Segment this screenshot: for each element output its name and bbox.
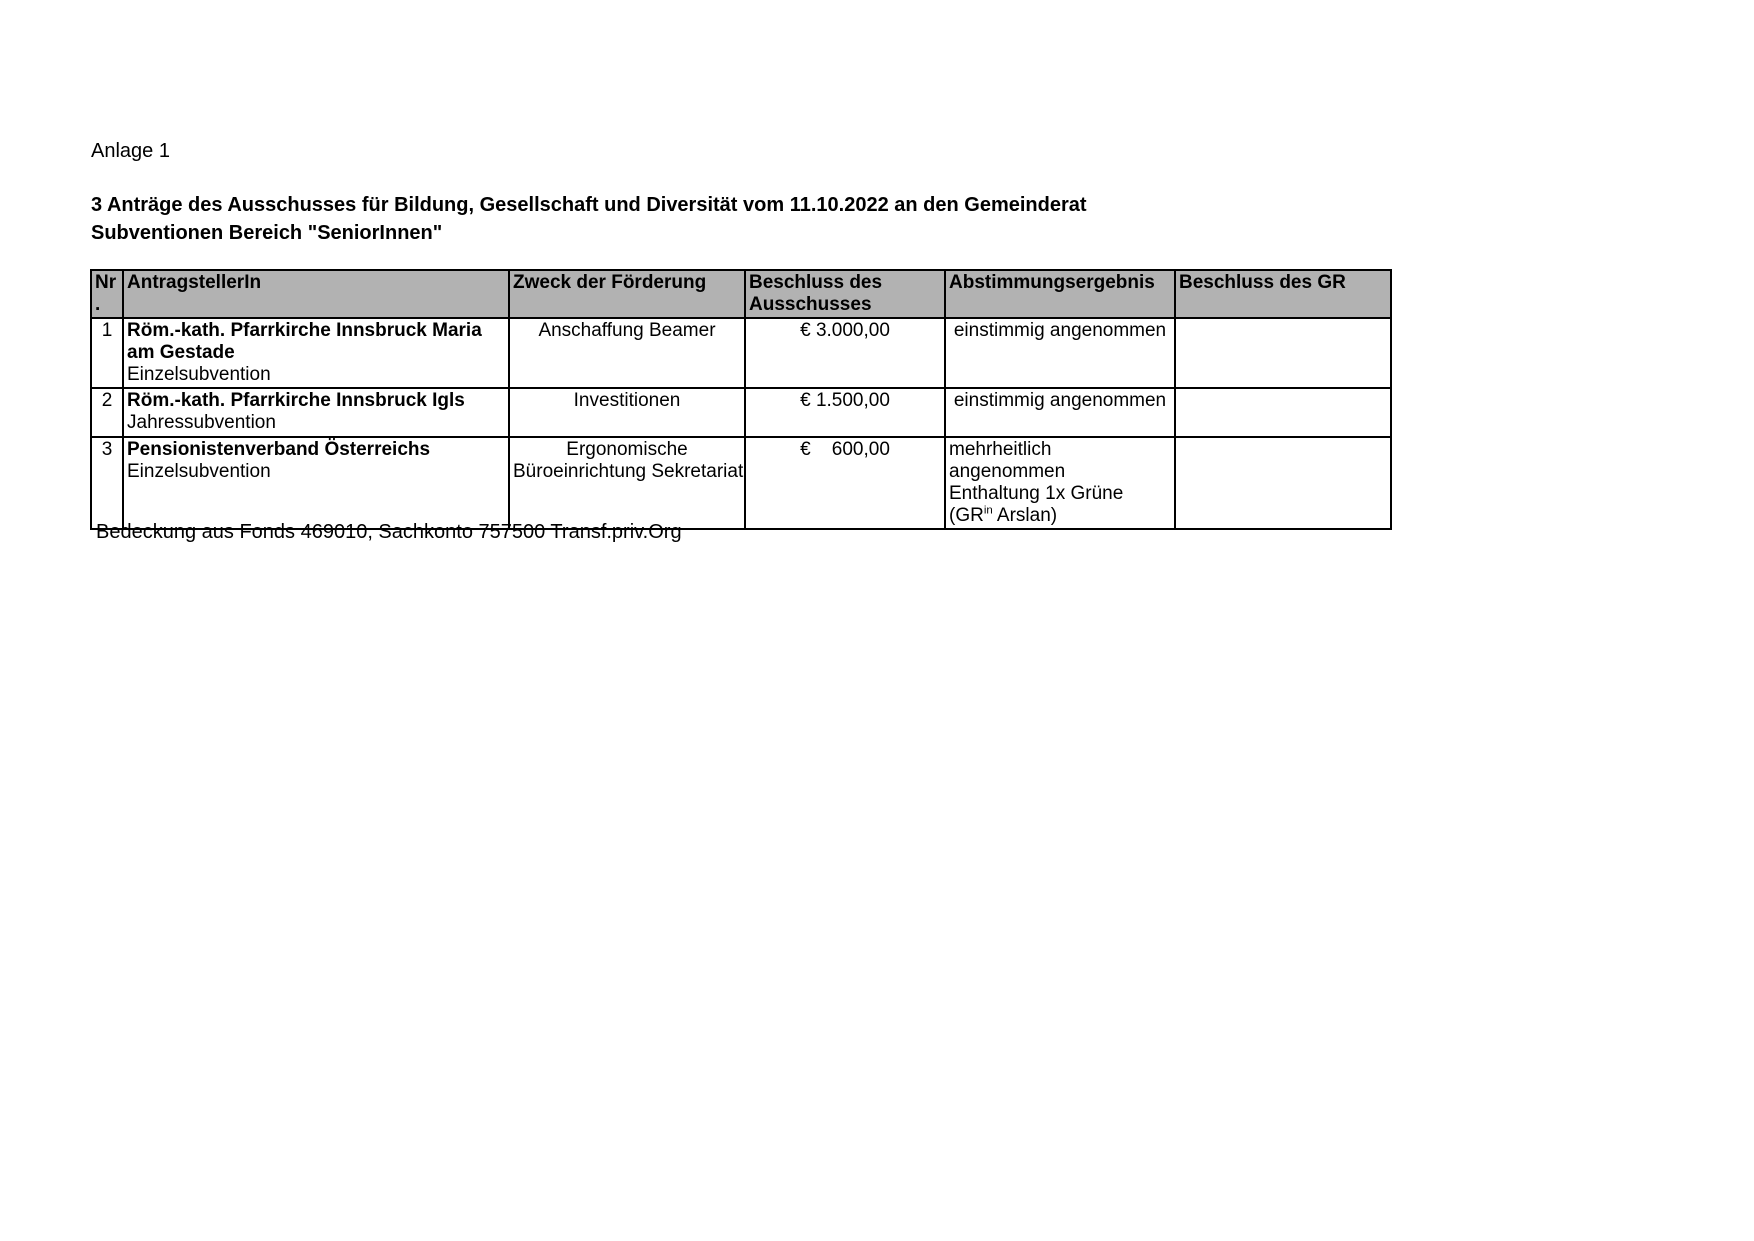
- row3-vote-line2: Enthaltung 1x Grüne: [949, 483, 1124, 504]
- row2-purpose: Investitionen: [509, 388, 745, 437]
- row1-vote-result: einstimmig angenommen: [945, 318, 1175, 388]
- row2-applicant-name: Röm.-kath. Pfarrkirche Innsbruck Igls: [127, 390, 465, 411]
- row3-vote-gr-suffix: Arslan): [992, 505, 1058, 526]
- document-title-line1: 3 Anträge des Ausschusses für Bildung, Gesellschaft und Diversität vom 11.10.2022 an den Gemeinderat: [91, 194, 1087, 216]
- document-title-line2: Subventionen Bereich "SeniorInnen": [91, 222, 443, 244]
- row2-vote-result: einstimmig angenommen: [945, 388, 1175, 437]
- row3-amount: € 600,00: [745, 437, 945, 529]
- table-row: [91, 388, 1391, 437]
- header-applicant: AntragstellerIn: [123, 270, 509, 318]
- row2-council-decision: [1175, 388, 1391, 437]
- row2-amount: € 1.500,00: [745, 388, 945, 437]
- row1-council-decision: [1175, 318, 1391, 388]
- header-vote-result: Abstimmungsergebnis: [945, 270, 1175, 318]
- row1-nr: 1: [91, 318, 123, 388]
- header-purpose: Zweck der Förderung: [509, 270, 745, 318]
- annex-label: Anlage 1: [91, 140, 170, 162]
- header-nr: Nr.: [91, 270, 123, 318]
- row3-purpose-line1: Ergonomische: [566, 439, 688, 460]
- document-title: [91, 191, 1341, 247]
- table-row: [91, 318, 1391, 388]
- row3-vote-result: [945, 437, 1175, 529]
- subsidy-table: [90, 269, 1392, 530]
- row1-applicant: [123, 318, 509, 388]
- row1-purpose: Anschaffung Beamer: [509, 318, 745, 388]
- row3-council-decision: [1175, 437, 1391, 529]
- row3-applicant-name: Pensionistenverband Österreichs: [127, 439, 431, 460]
- funding-source-note: Bedeckung aus Fonds 469010, Sachkonto 757500 Transf.priv.Org: [96, 521, 682, 543]
- row2-applicant: [123, 388, 509, 437]
- header-committee-decision-line2: Ausschusses: [749, 294, 872, 315]
- row3-purpose: [509, 437, 745, 529]
- row3-vote-line3: [949, 505, 1171, 527]
- header-committee-decision: [745, 270, 945, 318]
- row3-applicant: [123, 437, 509, 529]
- row3-vote-gr-superscript: in: [983, 504, 993, 517]
- header-committee-decision-line1: Beschluss des: [749, 272, 883, 293]
- row3-purpose-line2: Büroeinrichtung Sekretariat: [513, 461, 744, 482]
- table-row: [91, 437, 1391, 529]
- row3-vote-line1: mehrheitlich angenommen: [949, 439, 1066, 482]
- row2-nr: 2: [91, 388, 123, 437]
- row1-applicant-name: Röm.-kath. Pfarrkirche Innsbruck Maria am Gestade: [127, 320, 482, 363]
- header-council-decision: Beschluss des GR: [1175, 270, 1391, 318]
- row3-applicant-subvention-type: Einzelsubvention: [127, 461, 271, 482]
- row2-applicant-subvention-type: Jahressubvention: [127, 412, 276, 433]
- row1-applicant-subvention-type: Einzelsubvention: [127, 364, 271, 385]
- row3-vote-gr-prefix: (GR: [949, 505, 984, 526]
- row1-amount: € 3.000,00: [745, 318, 945, 388]
- row3-nr: 3: [91, 437, 123, 529]
- table-header-row: [91, 270, 1391, 318]
